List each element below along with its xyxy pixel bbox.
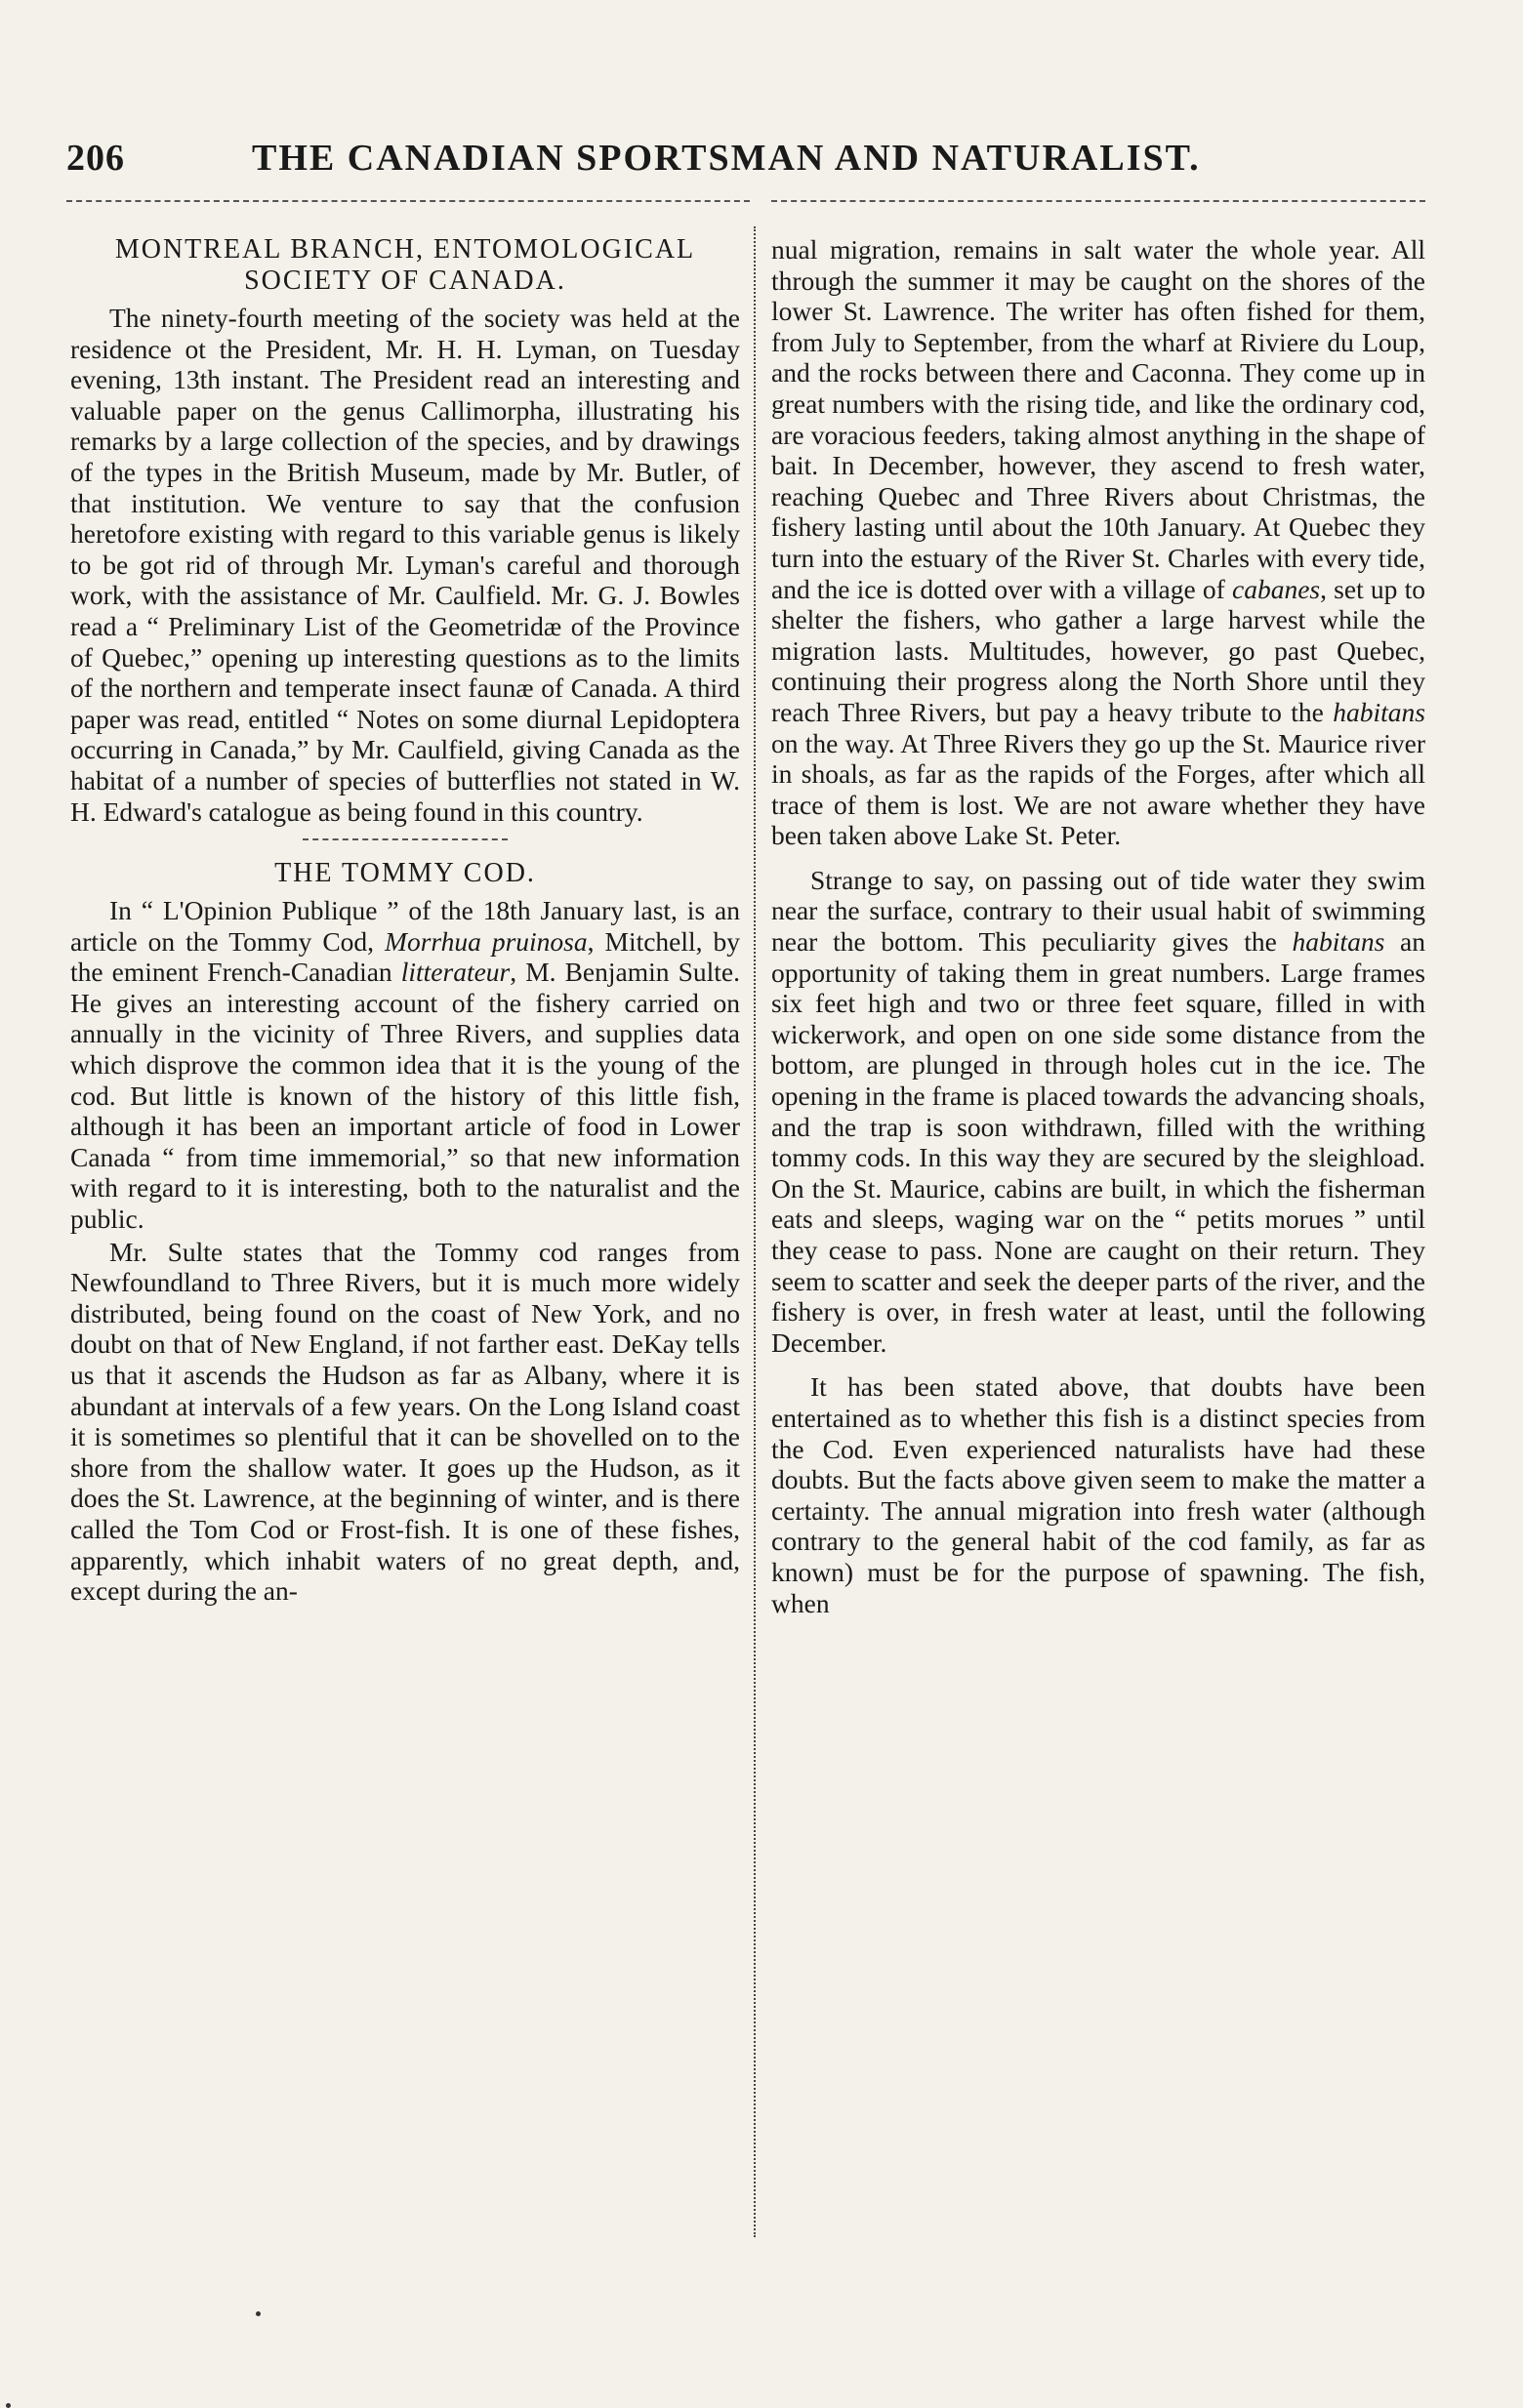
- text-run: , Mitchell, by the eminent French-Canadian: [70, 925, 741, 988]
- text-run: an opportunity of taking them in great numbers. Large frames six feet high and two or three feet square, filled in with wickerwork, and open on one side some distance from the bottom, are plunged in through holes cut in the ice. The opening in the frame is placed towards the advancing shoals, and the trap is soon withdrawn, filled with the writhing tommy cods. In this way they are secured by the sleighload. On the St. Maurice, cabins are built, in which the fisherman eats and sleeps, waging war on the “ petits morues ” until they cease to pass. None are caught on their return. They seem to scatter and seek the deeper parts of the river, and the fishery is over, in fresh water at least, until the following December.: [771, 926, 1425, 1358]
- section-separator: [303, 838, 508, 840]
- page-number: 206: [66, 138, 125, 179]
- italic-term: litterateur: [400, 957, 511, 988]
- italic-term: habitans: [1292, 926, 1385, 958]
- italic-term: cabanes: [1231, 573, 1321, 604]
- stray-ink-mark: [6, 2403, 11, 2408]
- text-run: In “ L'Opinion Publique ” of the 18th January last, is an article on the Tommy Cod,: [70, 895, 740, 957]
- section-heading-entomological-line2: SOCIETY OF CANADA.: [244, 265, 566, 296]
- fishing-method-paragraph: [771, 865, 1425, 1359]
- header-rule-left: [66, 200, 750, 202]
- text-run: on the way. At Three Rivers they go up the St. Maurice river in shoals, as far as the rapids of the Forges, after which all trace of them is lost. We are not aware whether they have been taken above Lake St. Peter.: [771, 727, 1425, 851]
- species-doubt-paragraph: It has been stated above, that doubts have been entertained as to whether this fish is a distinct species from the Cod. Even experienced naturalists have had these doubts. But the facts above given seem to make the matter a certainty. The annual migration into fresh water (although contrary to the general habit of the cod family, as far as known) must be for the purpose of spawning. The fish, when: [771, 1371, 1425, 1618]
- left-column: [70, 234, 740, 1607]
- journal-title: THE CANADIAN SPORTSMAN AND NATURALIST.: [252, 138, 1201, 179]
- italic-term: habitans: [1333, 696, 1425, 727]
- text-run: Strange to say, on passing out of tide water they swim near the surface, contrary to their usual habit of swimming near the bottom. This peculiarity gives the: [771, 864, 1425, 958]
- running-head: [66, 137, 1428, 195]
- column-divider: [754, 226, 756, 2237]
- tommy-cod-paragraph-2: Mr. Sulte states that the Tommy cod ranges from Newfoundland to Three Rivers, but it is much more widely distributed, being found on the coast of New York, and no doubt on that of New England, if not farther east. DeKay tells us that it ascends the Hudson as far as Albany, where it is abundant at intervals of a few years. On the Long Island coast it is sometimes so plentiful that it can be shovelled on to the shore from the shallow water. It goes up the Hudson, as it does the St. Lawrence, at the beginning of winter, and is there called the Tom Cod or Frost-fish. It is one of these fishes, apparently, which inhabit waters of no great depth, and, except during the an-: [70, 1236, 740, 1607]
- text-run: , set up to shelter the fishers, who gather a large harvest while the migration lasts. Multitudes, however, go past Quebec, continuing their progress along the North Shore until they reach Three Rivers, but pay a heavy tribute to the: [771, 573, 1425, 727]
- stray-ink-mark: [256, 2311, 261, 2316]
- text-run: nual migration, remains in salt water the whole year. All through the summer it may be caught on the shores of the lower St. Lawrence. The writer has often fished for them, from July to September, from the wharf at Riviere du Loup, and the rocks between there and Caconna. They come up in great numbers with the rising tide, and like the ordinary cod, are voracious feeders, taking almost anything in the shape of bait. In December, however, they ascend to fresh water, reaching Quebec and Three Rivers about Christmas, the fishery lasting until about the 10th January. At Quebec they turn into the estuary of the River St. Charles with every tide, and the ice is dotted over with a village of: [771, 234, 1425, 604]
- tommy-cod-paragraph-1: [70, 895, 740, 1235]
- header-rule-right: [771, 200, 1425, 202]
- section-heading-tommy-cod: THE TOMMY COD.: [274, 858, 536, 889]
- meeting-report-paragraph: The ninety-fourth meeting of the society was held at the residence ot the President, Mr. H. H. Lyman, on Tuesday evening, 13th instant. The President read an interesting and valuable paper on the genus Callimorpha, illustrating his remarks by a large collection of the species, and by drawings of the types in the British Museum, made by Mr. Butler, of that institution. We venture to say that the confusion heretofore existing with regard to this variable genus is likely to be got rid of through Mr. Lyman's careful and thorough work, with the assistance of Mr. Caulfield. Mr. G. J. Bowles read a “ Preliminary List of the Geometridæ of the Province of Quebec,” opening up interesting questions as to the limits of the northern and temperate insect faunæ of Canada. A third paper was read, entitled “ Notes on some diurnal Lepidoptera occurring in Canada,” by Mr. Caulfield, giving Canada as the habitat of a number of species of butterflies not stated in W. H. Edward's catalogue as being found in this country.: [70, 303, 740, 827]
- text-run: , M. Benjamin Sulte. He gives an interesting account of the fishery carried on annually in the vicinity of Three Rivers, and supplies data which disprove the common idea that it is the young of the cod. But little is known of the history of this little fish, although it has been an important article of food in Lower Canada “ from time immemorial,” so that new information with regard to it is interesting, both to the naturalist and the public.: [70, 957, 740, 1235]
- italic-species-name: Morrhua pruinosa: [385, 925, 588, 957]
- section-heading-entomological-line1: MONTREAL BRANCH, ENTOMOLOGICAL: [114, 234, 696, 265]
- migration-paragraph: [771, 234, 1425, 851]
- right-column: [771, 234, 1425, 1618]
